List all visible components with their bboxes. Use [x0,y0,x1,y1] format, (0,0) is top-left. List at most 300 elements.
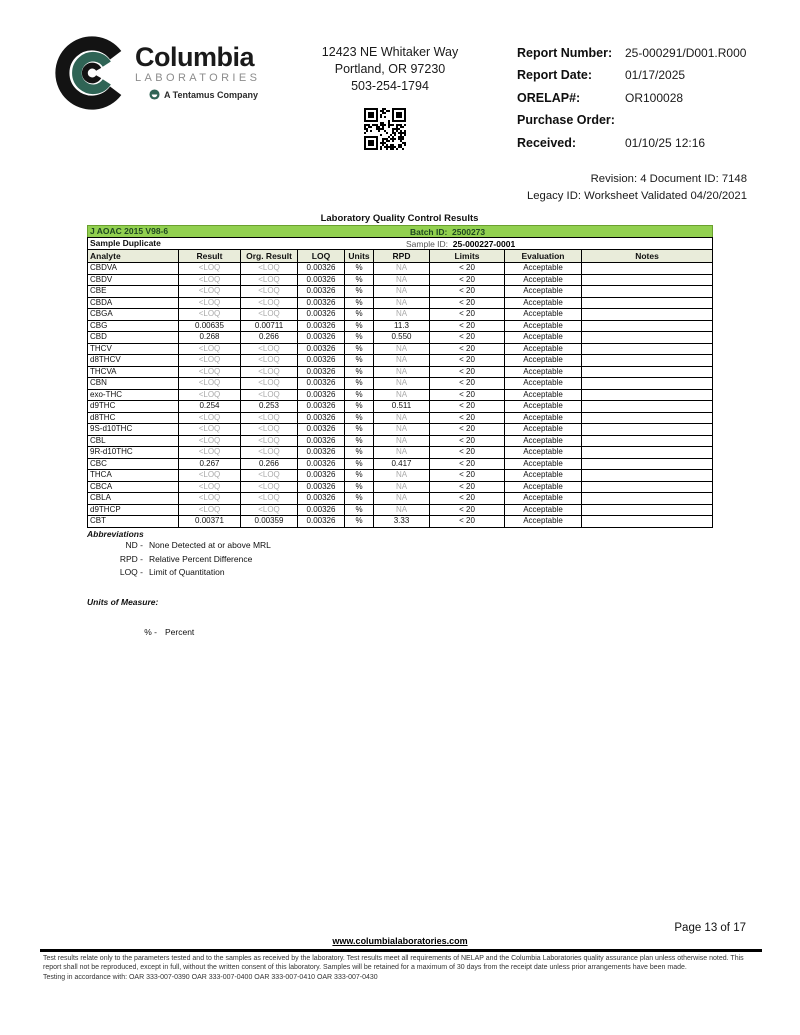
cell-units: % [345,470,374,482]
cell-loq: 0.00326 [298,470,345,482]
cell-loq: 0.00326 [298,320,345,332]
units-of-measure-title: Units of Measure: [87,597,159,607]
cell-analyte: CBT [88,516,179,528]
cell-org-result: <LOQ [241,481,298,493]
abbr-key: ND - [125,540,143,550]
cell-result: <LOQ [179,435,241,447]
table-row [88,320,713,332]
cell-loq: 0.00326 [298,458,345,470]
cell-evaluation: Acceptable [505,274,582,286]
cell-result: <LOQ [179,481,241,493]
table-row [88,286,713,298]
cell-result: <LOQ [179,343,241,355]
unit-def: Percent [165,627,195,637]
cell-notes [582,458,713,470]
legacy-line: Legacy ID: Worksheet Validated 04/20/2021 [526,190,747,202]
table-row [88,355,713,367]
cell-result: <LOQ [179,297,241,309]
columbia-logo-text [135,36,260,100]
cell-org-result: <LOQ [241,378,298,390]
table-row [88,435,713,447]
cell-loq: 0.00326 [298,412,345,424]
cell-limits: < 20 [430,309,505,321]
cell-result: <LOQ [179,309,241,321]
report-field-value: 01/17/2025 [625,68,686,83]
logo-name: Columbia [135,42,255,72]
cell-evaluation: Acceptable [505,504,582,516]
cell-org-result: <LOQ [241,274,298,286]
cell-analyte: CBGA [88,309,179,321]
cell-units: % [345,263,374,275]
cell-result: 0.00371 [179,516,241,528]
lab-address [280,44,500,95]
page-number: Page 13 of 17 [674,922,746,934]
cell-limits: < 20 [430,447,505,459]
cell-limits: < 20 [430,516,505,528]
cell-rpd: 11.3 [374,320,430,332]
cell-limits: < 20 [430,366,505,378]
cell-rpd: NA [374,412,430,424]
cell-loq: 0.00326 [298,332,345,344]
cell-analyte: CBD [88,332,179,344]
cell-analyte: CBN [88,378,179,390]
cell-analyte: exo-THC [88,389,179,401]
abbreviation-item [87,553,271,567]
cell-rpd: 0.550 [374,332,430,344]
cell-evaluation: Acceptable [505,378,582,390]
cell-notes [582,297,713,309]
cell-evaluation: Acceptable [505,412,582,424]
revision-line: Revision: 4 Document ID: 7148 [590,173,747,185]
cell-notes [582,355,713,367]
cell-loq: 0.00326 [298,297,345,309]
cell-units: % [345,297,374,309]
abbreviations-section [87,529,271,580]
report-field-value: 01/10/25 12:16 [625,135,706,150]
cell-rpd: NA [374,481,430,493]
report-field-label: Report Number: [517,46,613,60]
cell-notes [582,516,713,528]
cell-limits: < 20 [430,435,505,447]
cell-rpd: NA [374,470,430,482]
col-evaluation: Evaluation [505,250,582,263]
address-line: Portland, OR 97230 [334,62,446,76]
cell-org-result: <LOQ [241,355,298,367]
abbreviations-title: Abbreviations [87,529,144,539]
cell-limits: < 20 [430,332,505,344]
cell-result: <LOQ [179,470,241,482]
cell-units: % [345,401,374,413]
report-field-label: Purchase Order: [517,113,615,128]
cell-result: <LOQ [179,366,241,378]
cell-org-result: 0.00359 [241,516,298,528]
cell-org-result: <LOQ [241,412,298,424]
method-name: J AOAC 2015 V98-6 [90,226,169,236]
cell-analyte: CBE [88,286,179,298]
abbr-def: None Detected at or above MRL [149,540,271,550]
cell-result: <LOQ [179,274,241,286]
cell-org-result: <LOQ [241,435,298,447]
cell-rpd: NA [374,424,430,436]
cell-result: <LOQ [179,447,241,459]
cell-result: <LOQ [179,263,241,275]
cell-evaluation: Acceptable [505,355,582,367]
cell-evaluation: Acceptable [505,309,582,321]
cell-units: % [345,274,374,286]
cell-units: % [345,424,374,436]
report-field [517,91,746,113]
cell-org-result: 0.266 [241,458,298,470]
report-field [517,68,746,90]
sample-row [88,238,713,250]
cell-limits: < 20 [430,401,505,413]
col-rpd: RPD [374,250,430,263]
cell-loq: 0.00326 [298,355,345,367]
cell-result: 0.00635 [179,320,241,332]
cell-units: % [345,343,374,355]
cell-evaluation: Acceptable [505,481,582,493]
cell-result: <LOQ [179,389,241,401]
report-field-value: OR100028 [625,90,684,105]
table-row [88,263,713,275]
cell-loq: 0.00326 [298,516,345,528]
testing-accordance-text: Testing in accordance with: OAR 333-007-0390 OAR 333-007-0400 OAR 333-007-0410 OAR 333-007-0430 [43,973,378,981]
cell-result: <LOQ [179,493,241,505]
units-of-measure-section [87,597,194,639]
cell-limits: < 20 [430,389,505,401]
cell-loq: 0.00326 [298,504,345,516]
col-org-result: Org. Result [241,250,298,263]
cell-org-result: <LOQ [241,366,298,378]
footer-disclaimer [43,954,761,982]
cell-org-result: 0.266 [241,332,298,344]
col-notes: Notes [582,250,713,263]
cell-result: 0.268 [179,332,241,344]
cell-analyte: CBDV [88,274,179,286]
cell-loq: 0.00326 [298,481,345,493]
cell-evaluation: Acceptable [505,263,582,275]
cell-limits: < 20 [430,263,505,275]
cell-limits: < 20 [430,504,505,516]
cell-evaluation: Acceptable [505,297,582,309]
cell-result: 0.254 [179,401,241,413]
table-row [88,297,713,309]
cell-rpd: 0.511 [374,401,430,413]
table-row [88,470,713,482]
footer-divider [40,949,762,952]
cell-org-result: <LOQ [241,447,298,459]
cell-analyte: d8THCV [88,355,179,367]
cell-units: % [345,504,374,516]
cell-notes [582,366,713,378]
cell-loq: 0.00326 [298,435,345,447]
cell-notes [582,435,713,447]
cell-limits: < 20 [430,343,505,355]
cell-limits: < 20 [430,378,505,390]
col-limits: Limits [430,250,505,263]
cell-notes [582,378,713,390]
cell-limits: < 20 [430,470,505,482]
cell-org-result: <LOQ [241,504,298,516]
cell-analyte: d8THC [88,412,179,424]
cell-limits: < 20 [430,412,505,424]
cell-loq: 0.00326 [298,343,345,355]
cell-result: <LOQ [179,378,241,390]
cell-evaluation: Acceptable [505,332,582,344]
cell-analyte: CBDVA [88,263,179,275]
cell-notes [582,389,713,401]
cell-limits: < 20 [430,481,505,493]
cell-limits: < 20 [430,458,505,470]
table-row [88,493,713,505]
cell-rpd: NA [374,378,430,390]
logo-tagline: A Tentamus Company [164,89,259,100]
columbia-logo-icon [55,36,129,110]
cell-units: % [345,366,374,378]
cell-rpd: NA [374,274,430,286]
cell-org-result: <LOQ [241,389,298,401]
cell-limits: < 20 [430,424,505,436]
unit-key: % - [144,627,157,637]
report-field-label: ORELAP#: [517,90,581,105]
cell-notes [582,263,713,275]
cell-org-result: <LOQ [241,286,298,298]
cell-analyte: 9S-d10THC [88,424,179,436]
cell-evaluation: Acceptable [505,401,582,413]
table-row [88,458,713,470]
cell-analyte: THCV [88,343,179,355]
cell-analyte: THCVA [88,366,179,378]
cell-notes [582,274,713,286]
abbreviation-item [87,566,271,580]
cell-org-result: <LOQ [241,343,298,355]
cell-notes [582,320,713,332]
cell-notes [582,343,713,355]
cell-evaluation: Acceptable [505,424,582,436]
cell-notes [582,504,713,516]
cell-limits: < 20 [430,320,505,332]
table-row [88,504,713,516]
cell-limits: < 20 [430,297,505,309]
cell-loq: 0.00326 [298,378,345,390]
cell-evaluation: Acceptable [505,493,582,505]
cell-evaluation: Acceptable [505,286,582,298]
cell-loq: 0.00326 [298,401,345,413]
cell-limits: < 20 [430,286,505,298]
cell-evaluation: Acceptable [505,366,582,378]
report-info [517,46,746,158]
cell-limits: < 20 [430,274,505,286]
table-row [88,309,713,321]
cell-result: <LOQ [179,412,241,424]
cell-rpd: NA [374,366,430,378]
qc-table-body [88,263,713,528]
col-units: Units [345,250,374,263]
cell-loq: 0.00326 [298,389,345,401]
abbreviation-item [87,539,271,553]
address-line: 503-254-1794 [351,79,429,93]
cell-units: % [345,493,374,505]
table-row [88,447,713,459]
disclaimer-text: Test results relate only to the parameters tested and to the samples as received by the laboratory. Test results meet all requirements of NELAP and the Columbia Laboratories quality assurance plan unless otherwise noted. This report shall not be reproduced, except in full, without the written consent of this laboratory. Samples will be retained for a maximum of 30 days from the receipt date unless prior arrangements have been made. [43,955,744,972]
cell-limits: < 20 [430,493,505,505]
cell-notes [582,481,713,493]
qr-code [356,100,414,158]
cell-units: % [345,516,374,528]
abbr-def: Limit of Quantitation [149,567,225,577]
table-row [88,274,713,286]
cell-analyte: CBG [88,320,179,332]
cell-result: <LOQ [179,424,241,436]
cell-analyte: CBC [88,458,179,470]
cell-notes [582,286,713,298]
cell-evaluation: Acceptable [505,435,582,447]
col-analyte: Analyte [88,250,179,263]
cell-limits: < 20 [430,355,505,367]
cell-rpd: NA [374,493,430,505]
table-row [88,481,713,493]
qc-results-table [87,225,713,528]
cell-analyte: d9THC [88,401,179,413]
cell-rpd: 3.33 [374,516,430,528]
cell-units: % [345,481,374,493]
cell-units: % [345,378,374,390]
cell-units: % [345,447,374,459]
table-row [88,516,713,528]
cell-rpd: NA [374,286,430,298]
col-result: Result [179,250,241,263]
sample-type: Sample Duplicate [90,238,161,248]
cell-loq: 0.00326 [298,366,345,378]
cell-notes [582,470,713,482]
table-row [88,366,713,378]
column-header-row [88,250,713,263]
abbr-key: RPD - [119,553,143,564]
cell-loq: 0.00326 [298,493,345,505]
cell-units: % [345,355,374,367]
abbr-def: Relative Percent Difference [149,553,253,564]
cell-units: % [345,332,374,344]
cell-analyte: d9THCP [88,504,179,516]
table-row [88,378,713,390]
cell-evaluation: Acceptable [505,389,582,401]
cell-loq: 0.00326 [298,447,345,459]
cell-org-result: <LOQ [241,470,298,482]
table-row [88,424,713,436]
cell-org-result: <LOQ [241,309,298,321]
cell-rpd: NA [374,343,430,355]
columbia-logo [55,36,260,110]
cell-loq: 0.00326 [298,286,345,298]
cell-notes [582,447,713,459]
cell-notes [582,493,713,505]
report-field [517,113,746,135]
table-row [88,389,713,401]
cell-analyte: CBL [88,435,179,447]
unit-item [87,626,194,639]
cell-rpd: NA [374,309,430,321]
report-field [517,46,746,68]
cell-notes [582,424,713,436]
report-field-label: Received: [517,135,577,150]
report-field-value: 25-000291/D001.R000 [625,46,747,60]
address-line: 12423 NE Whitaker Way [321,45,459,59]
cell-loq: 0.00326 [298,263,345,275]
cell-evaluation: Acceptable [505,320,582,332]
cell-units: % [345,458,374,470]
revision-info [527,171,747,205]
cell-org-result: 0.00711 [241,320,298,332]
website-link[interactable]: www.columbialaboratories.com [332,936,468,946]
cell-rpd: NA [374,355,430,367]
cell-units: % [345,320,374,332]
cell-rpd: NA [374,447,430,459]
cell-evaluation: Acceptable [505,516,582,528]
sample-id: Sample ID: 25-000227-0001 [406,239,516,249]
cell-evaluation: Acceptable [505,470,582,482]
cell-rpd: NA [374,504,430,516]
logo-subtitle: LABORATORIES [135,72,261,84]
cell-notes [582,332,713,344]
cell-analyte: CBCA [88,481,179,493]
cell-evaluation: Acceptable [505,458,582,470]
cell-org-result: <LOQ [241,297,298,309]
cell-notes [582,401,713,413]
cell-loq: 0.00326 [298,309,345,321]
cell-loq: 0.00326 [298,424,345,436]
cell-rpd: NA [374,263,430,275]
cell-rpd: NA [374,435,430,447]
cell-org-result: 0.253 [241,401,298,413]
cell-units: % [345,412,374,424]
report-field [517,136,746,158]
cell-notes [582,412,713,424]
cell-units: % [345,286,374,298]
cell-result: 0.267 [179,458,241,470]
cell-org-result: <LOQ [241,263,298,275]
table-row [88,412,713,424]
cell-notes [582,309,713,321]
cell-analyte: 9R-d10THC [88,447,179,459]
cell-evaluation: Acceptable [505,447,582,459]
cell-analyte: CBLA [88,493,179,505]
cell-units: % [345,435,374,447]
cell-rpd: 0.417 [374,458,430,470]
table-row [88,401,713,413]
cell-analyte: THCA [88,470,179,482]
report-field-label: Report Date: [517,68,593,83]
cell-units: % [345,309,374,321]
table-title: Laboratory Quality Control Results [320,213,479,224]
method-row [88,226,713,238]
abbr-key: LOQ - [119,567,143,577]
col-loq: LOQ [298,250,345,263]
cell-org-result: <LOQ [241,424,298,436]
cell-analyte: CBDA [88,297,179,309]
cell-units: % [345,389,374,401]
cell-evaluation: Acceptable [505,343,582,355]
batch-id: Batch ID: 2500273 [410,227,486,237]
table-row [88,332,713,344]
table-row [88,343,713,355]
cell-loq: 0.00326 [298,274,345,286]
tentamus-icon [149,89,160,100]
cell-result: <LOQ [179,286,241,298]
cell-rpd: NA [374,297,430,309]
cell-org-result: <LOQ [241,493,298,505]
cell-result: <LOQ [179,355,241,367]
cell-rpd: NA [374,389,430,401]
